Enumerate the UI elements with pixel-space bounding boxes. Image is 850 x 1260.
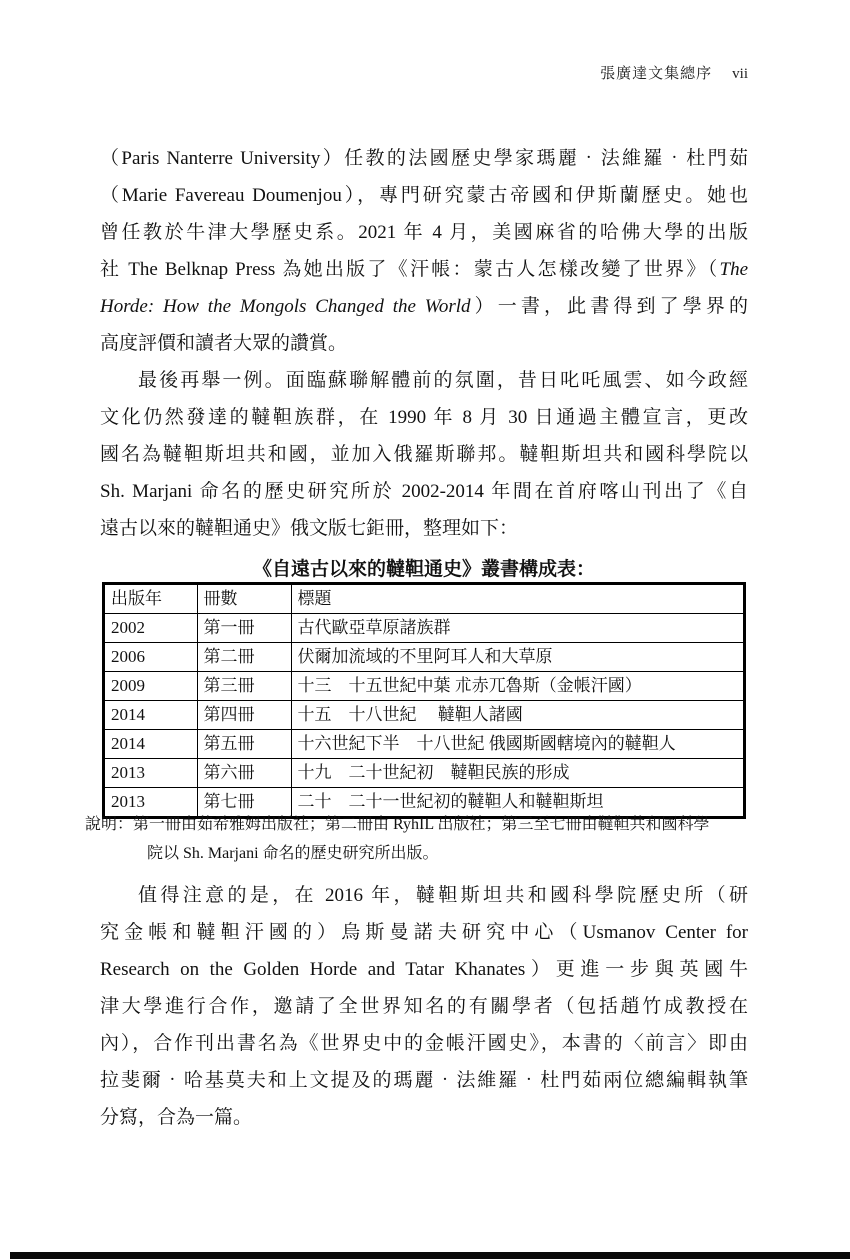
paragraph-1 xyxy=(100,140,748,362)
page-edge-scan-bar xyxy=(10,1252,850,1259)
cell-volume: 第五冊 xyxy=(197,730,291,759)
cell-title: 伏爾加流域的不里阿耳人和大草原 xyxy=(291,643,744,672)
text-segment: 社 The Belknap Press 為她出版了《汗帳：蒙古人怎樣改變了世界》（ xyxy=(100,259,720,280)
table-row xyxy=(104,643,744,672)
table-row xyxy=(104,614,744,643)
cell-volume: 第二冊 xyxy=(197,643,291,672)
text-segment: Research on the Golden Horde and Tatar Khanates）更進一步與英國牛 xyxy=(100,959,748,980)
running-head xyxy=(600,62,748,83)
text-line xyxy=(100,325,748,362)
page-number: vii xyxy=(732,66,748,82)
paragraph-3 xyxy=(100,877,748,1136)
text-line xyxy=(100,177,748,214)
text-segment: （Paris Nanterre University）任教的法國歷史學家瑪麗‧法維羅‧杜門茹 xyxy=(100,148,748,169)
text-line xyxy=(100,214,748,251)
text-line xyxy=(100,1062,748,1099)
text-line xyxy=(100,399,748,436)
text-segment: Sh. Marjani 命名的歷史研究所於 2002-2014 年間在首府喀山刊出了《自 xyxy=(100,481,748,502)
text-line xyxy=(100,914,748,951)
table-header-row xyxy=(104,584,744,614)
cell-volume: 第三冊 xyxy=(197,672,291,701)
cell-title: 十三 十五世紀中葉 朮赤兀魯斯（金帳汗國） xyxy=(291,672,744,701)
table-row xyxy=(104,759,744,788)
text-segment: 高度評價和讀者大眾的讚賞。 xyxy=(100,333,348,354)
cell-title: 二十 二十一世紀初的韃靼人和韃靼斯坦 xyxy=(291,788,744,818)
table-row xyxy=(104,701,744,730)
note-line: 說明：第一冊由茹希雅姆出版社；第二冊由 RyhIL 出版社；第三至七冊由韃靼共和國科學 xyxy=(85,816,710,833)
paragraph-2 xyxy=(100,362,748,547)
text-segment: ）一書，此書得到了學界的 xyxy=(470,296,748,317)
text-line xyxy=(100,140,748,177)
column-header-volume: 冊數 xyxy=(197,584,291,614)
text-segment: 內），合作刊出書名為《世界史中的金帳汗國史》，本書的〈前言〉即由 xyxy=(100,1033,748,1054)
text-segment: 拉斐爾‧哈基莫夫和上文提及的瑪麗‧法維羅‧杜門茹兩位總編輯執筆 xyxy=(100,1070,748,1091)
italic-book-title-segment: Horde: How the Mongols Changed the World xyxy=(100,296,471,317)
volumes-table xyxy=(103,583,745,818)
text-segment: （Marie Favereau Doumenjou），專門研究蒙古帝國和伊斯蘭歷史。她也 xyxy=(100,185,748,206)
cell-year: 2014 xyxy=(104,730,197,759)
text-line xyxy=(100,288,748,325)
cell-title: 十九 二十世紀初 韃靼民族的形成 xyxy=(291,759,744,788)
text-line xyxy=(100,251,748,288)
cell-volume: 第四冊 xyxy=(197,701,291,730)
text-line xyxy=(100,510,748,547)
cell-year: 2013 xyxy=(104,788,197,818)
cell-volume: 第七冊 xyxy=(197,788,291,818)
cell-title: 古代歐亞草原諸族群 xyxy=(291,614,744,643)
text-line xyxy=(100,1099,748,1136)
cell-volume: 第一冊 xyxy=(197,614,291,643)
cell-title: 十六世紀下半 十八世紀 俄國斯國轄境內的韃靼人 xyxy=(291,730,744,759)
text-line xyxy=(100,988,748,1025)
cell-year: 2013 xyxy=(104,759,197,788)
table-row xyxy=(104,672,744,701)
text-segment: 曾任教於牛津大學歷史系。2021 年 4 月，美國麻省的哈佛大學的出版 xyxy=(100,222,748,243)
note-line: 院以 Sh. Marjani 命名的歷史研究所出版。 xyxy=(147,845,439,862)
table-title: 《自遠古以來的韃靼通史》叢書構成表： xyxy=(252,559,595,580)
text-segment: 遠古以來的韃靼通史》俄文版七鉅冊，整理如下： xyxy=(100,518,519,539)
text-segment: 津大學進行合作，邀請了全世界知名的有關學者（包括趙竹成教授在 xyxy=(100,996,748,1017)
cell-year: 2002 xyxy=(104,614,197,643)
column-header-year: 出版年 xyxy=(104,584,197,614)
cell-title: 十五 十八世紀 韃靼人諸國 xyxy=(291,701,744,730)
cell-volume: 第六冊 xyxy=(197,759,291,788)
table-row xyxy=(104,730,744,759)
text-segment: 究金帳和韃靼汗國的）烏斯曼諾夫研究中心（Usmanov Center for xyxy=(100,922,748,943)
text-line xyxy=(100,436,748,473)
text-segment: 分寫，合為一篇。 xyxy=(100,1107,253,1128)
cell-year: 2006 xyxy=(104,643,197,672)
text-segment: 最後再舉一例。面臨蘇聯解體前的氛圍，昔日叱吒風雲、如今政經 xyxy=(138,370,748,391)
text-line xyxy=(100,1025,748,1062)
text-line xyxy=(100,951,748,988)
text-segment: 國名為韃靼斯坦共和國，並加入俄羅斯聯邦。韃靼斯坦共和國科學院以 xyxy=(100,444,748,465)
cell-year: 2014 xyxy=(104,701,197,730)
cell-year: 2009 xyxy=(104,672,197,701)
italic-book-title-segment: The xyxy=(719,259,748,280)
text-line xyxy=(100,877,748,914)
text-segment: 文化仍然發達的韃靼族群，在 1990 年 8 月 30 日通過主體宣言，更改 xyxy=(100,407,748,428)
text-segment: 值得注意的是，在 2016 年，韃靼斯坦共和國科學院歷史所（研 xyxy=(138,885,748,906)
text-line xyxy=(100,362,748,399)
series-title: 張廣達文集總序 xyxy=(600,66,713,82)
text-line xyxy=(100,473,748,510)
table-note xyxy=(85,810,775,868)
column-header-title: 標題 xyxy=(291,584,744,614)
